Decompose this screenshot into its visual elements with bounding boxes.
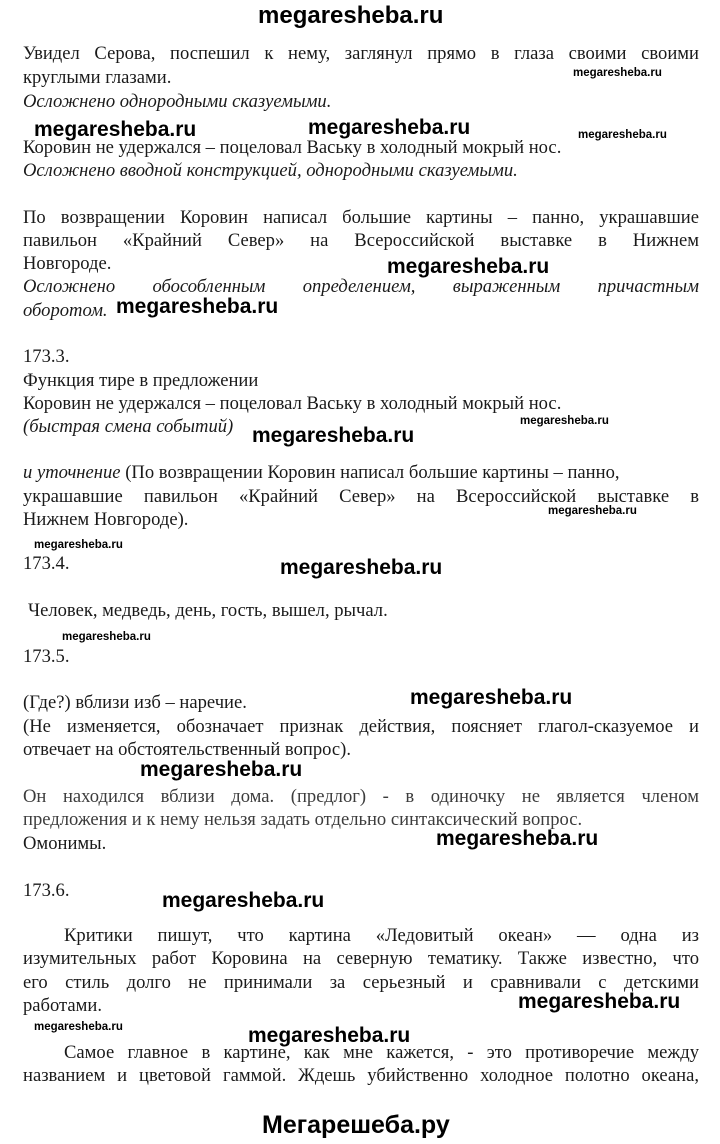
watermark: megaresheba.ru [548, 505, 637, 517]
text-line: Коровин не удержался – поцеловал Ваську в холодный мокрый нос. [23, 137, 562, 158]
text-fragment: (По возвращении Коровин написал большие картины – панно, [120, 462, 620, 483]
text-line: отвечает на обстоятельственный вопрос). [23, 739, 351, 760]
watermark: megaresheba.ru [518, 990, 681, 1013]
text-line: Омонимы. [23, 833, 107, 854]
text-line: Функция тире в предложении [23, 370, 259, 391]
text-line: Коровин не удержался – поцеловал Ваську в холодный мокрый нос. [23, 393, 562, 414]
text-line: изумительных работ Коровина на северную тематику. Также известно, что [23, 948, 699, 969]
watermark: megaresheba.ru [308, 116, 471, 139]
text-line: (Не изменяется, обозначает признак действия, поясняет глагол-сказуемое и [23, 716, 699, 737]
text-line: Новгороде. [23, 253, 112, 274]
italic-note: (быстрая смена событий) [23, 416, 234, 437]
watermark: megaresheba.ru [436, 827, 599, 850]
text-line: названием и цветовой гаммой. Ждешь убийственно холодное полотно океана, [23, 1065, 699, 1086]
text-line [23, 462, 620, 484]
watermark: megaresheba.ru [34, 1021, 123, 1033]
text-line: Человек, медведь, день, гость, вышел, рычал. [28, 600, 388, 621]
text-line: Увидел Серова, поспешил к нему, заглянул прямо в глаза своими своими [23, 43, 699, 64]
watermark: megaresheba.ru [387, 255, 550, 278]
italic-note: оборотом. [23, 300, 108, 321]
text-line: (Где?) вблизи изб – наречие. [23, 692, 247, 713]
watermark: megaresheba.ru [34, 118, 197, 141]
text-line: предложения и к нему нельзя задать отдельно синтаксический вопрос. [23, 809, 583, 830]
watermark: megaresheba.ru [280, 556, 443, 579]
header-site-watermark: megaresheba.ru [258, 2, 444, 29]
text-line: его стиль долго не принимали за серьезный и сравнивали с детскими [23, 972, 699, 993]
watermark: megaresheba.ru [578, 129, 667, 141]
watermark: megaresheba.ru [62, 631, 151, 643]
italic-note: и уточнение [23, 462, 121, 483]
italic-note: Осложнено однородными сказуемыми. [23, 91, 332, 112]
watermark: megaresheba.ru [34, 539, 123, 551]
watermark: megaresheba.ru [116, 295, 279, 318]
watermark: megaresheba.ru [252, 424, 415, 447]
text-line: круглыми глазами. [23, 67, 172, 88]
watermark: megaresheba.ru [573, 67, 662, 79]
text-line: Критики пишут, что картина «Ледовитый океан» — одна из [64, 925, 699, 946]
section-number: 173.6. [23, 880, 70, 901]
watermark: megaresheba.ru [140, 758, 303, 781]
watermark: megaresheba.ru [410, 686, 573, 709]
watermark: megaresheba.ru [520, 415, 609, 427]
text-line: Самое главное в картине, как мне кажется, - это противоречие между [64, 1042, 699, 1063]
section-number: 173.3. [23, 346, 70, 367]
watermark: megaresheba.ru [162, 889, 325, 912]
italic-note: Осложнено обособленным определением, выраженным причастным [23, 276, 699, 297]
section-number: 173.4. [23, 553, 70, 574]
italic-note: Осложнено вводной конструкцией, однородными сказуемыми. [23, 160, 518, 181]
text-line: По возвращении Коровин написал большие картины – панно, украшавшие [23, 207, 699, 228]
text-line: Он находился вблизи дома. (предлог) - в одиночку не является членом [23, 786, 699, 807]
text-line: Нижнем Новгороде). [23, 509, 189, 530]
section-number: 173.5. [23, 646, 70, 667]
footer-site-watermark: Мегарешеба.ру [262, 1111, 450, 1139]
text-line: павильон «Крайний Север» на Всероссийской выставке в Нижнем [23, 230, 699, 251]
text-line: украшавшие павильон «Крайний Север» на Всероссийской выставке в [23, 486, 699, 507]
watermark: megaresheba.ru [248, 1024, 411, 1047]
text-line: работами. [23, 995, 103, 1016]
